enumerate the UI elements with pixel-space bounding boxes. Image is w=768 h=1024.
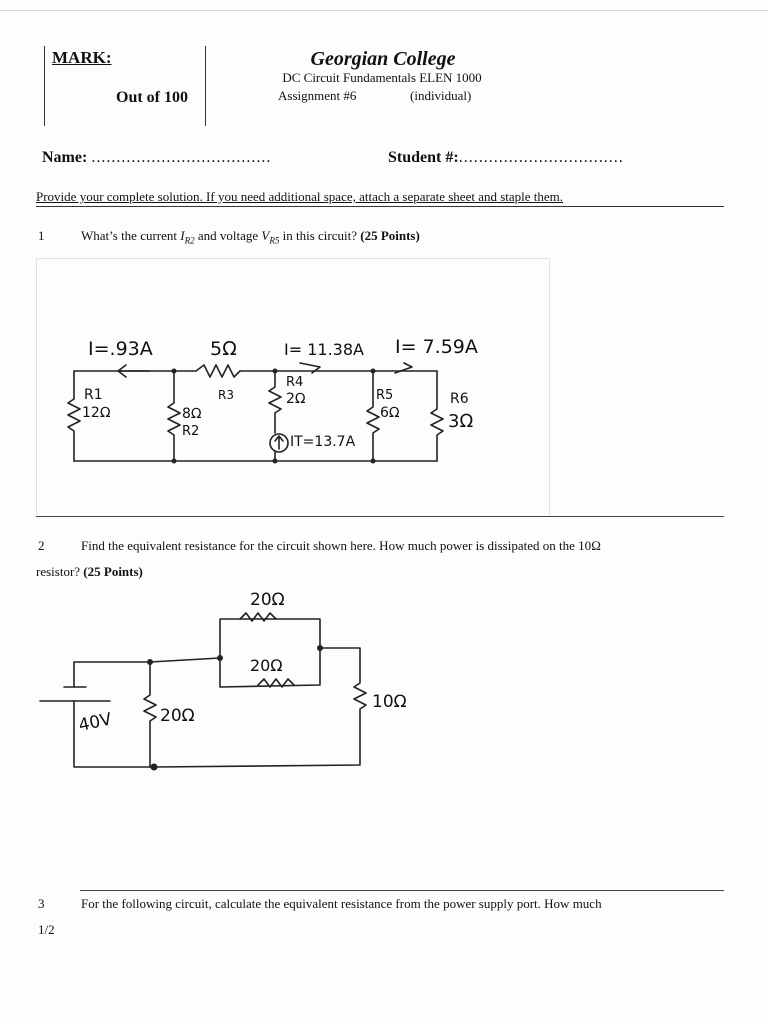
out-of-total: Out of 100	[116, 89, 188, 106]
q1-r6-name: R6	[450, 391, 469, 407]
q1-r1-value: 12Ω	[82, 405, 111, 421]
q1-r5-resistor	[367, 371, 379, 461]
q2-bottom-rule	[80, 890, 724, 891]
q1-r6-value: 3Ω	[448, 411, 474, 432]
q1-ir2: I	[180, 228, 185, 243]
college-name: Georgian College	[310, 48, 456, 70]
q1-current-label: I= 7.59A	[395, 336, 478, 358]
q2-top-wire-left	[74, 662, 150, 687]
q1-number: 1	[38, 228, 45, 243]
page-number: 1/2	[38, 922, 55, 937]
q1-r2-resistor	[168, 371, 180, 461]
q2-number: 2	[38, 538, 45, 553]
q2-right-resistor-label: 10Ω	[372, 692, 407, 712]
q3-number: 3	[38, 896, 45, 911]
q2-source-label: 40V	[76, 709, 114, 736]
q2-node	[151, 764, 158, 771]
q1-source-arrow	[275, 436, 283, 449]
course-title: DC Circuit Fundamentals ELEN 1000	[282, 70, 482, 85]
q1-circuit-diagram	[60, 325, 520, 475]
student-number-label: Student #:	[388, 149, 459, 166]
q1-node	[172, 459, 177, 464]
q1-arrow-left	[118, 365, 150, 377]
q2-node	[217, 655, 223, 661]
q1-vr5: V	[261, 228, 270, 243]
q2-text-line2	[36, 564, 143, 580]
q2-node	[317, 645, 323, 651]
q1-bottom-rule	[36, 516, 724, 517]
student-number-field	[388, 149, 624, 167]
q1-source-label: IT=13.7A	[290, 434, 356, 450]
q2-node	[147, 659, 153, 665]
q1-r5-name: R5	[376, 388, 394, 403]
assignment-number: Assignment #6	[278, 88, 357, 103]
q1-r4-name: R4	[286, 375, 304, 390]
q1-node	[172, 369, 177, 374]
divider-line	[36, 206, 724, 207]
q1-r4-resistor	[269, 371, 281, 433]
name-field	[42, 149, 271, 167]
q1-r5-value: 6Ω	[380, 405, 400, 421]
q1-r3-resistor	[196, 365, 240, 377]
q1-r1-resistor	[68, 371, 80, 461]
q1-current-label: I= 11.38A	[284, 340, 364, 359]
q2-wire-to-parallel	[150, 658, 220, 662]
q1-r3-name: R3	[218, 388, 234, 402]
q1-vr5-sub: R5	[269, 235, 280, 246]
q2-shunt-resistor	[144, 662, 156, 767]
q1-r1-name: R1	[84, 387, 103, 403]
q1-text	[81, 228, 420, 246]
q1-r2-name: R2	[182, 424, 200, 439]
q1-ir2-sub: R2	[184, 235, 195, 246]
q1-text-before: What’s the current	[81, 228, 181, 243]
q1-r2-value: 8Ω	[182, 406, 202, 422]
q2-points: (25 Points)	[83, 564, 143, 579]
q1-text-mid: and voltage	[194, 228, 262, 243]
q1-text-after: in this circuit?	[279, 228, 357, 243]
q1-r3-value: 5Ω	[210, 338, 237, 360]
q1-node	[273, 369, 278, 374]
q2-top-resistor-label: 20Ω	[250, 590, 285, 610]
q2-circuit-diagram	[40, 585, 440, 780]
q1-node	[273, 459, 278, 464]
q1-r6-resistor	[431, 371, 443, 461]
q1-current-label: I=.93A	[88, 338, 153, 360]
name-dots: ....................................	[91, 149, 272, 166]
mark-label: MARK:	[52, 48, 112, 67]
q1-points: (25 Points)	[360, 228, 420, 243]
instructions: Provide your complete solution. If you need additional space, attach a separate sheet and staple them.	[36, 189, 564, 204]
student-number-dots: .................................	[458, 149, 624, 166]
assignment-type: (individual)	[410, 88, 472, 103]
q2-shunt-resistor-label: 20Ω	[160, 706, 195, 726]
q2-mid-resistor-label: 20Ω	[250, 656, 283, 675]
q3-text: For the following circuit, calculate the equivalent resistance from the power supply port. How much	[81, 896, 602, 911]
q1-node	[371, 369, 376, 374]
q2-parallel-top-frame	[220, 619, 320, 658]
q1-r4-value: 2Ω	[286, 391, 306, 407]
q1-node	[371, 459, 376, 464]
name-label: Name:	[42, 149, 88, 166]
scan-edge-line	[0, 10, 768, 11]
q2-text-line1: Find the equivalent resistance for the circuit shown here. How much power is dissipated on the 10Ω	[81, 538, 602, 553]
q2-text-resistor: resistor?	[36, 564, 81, 579]
